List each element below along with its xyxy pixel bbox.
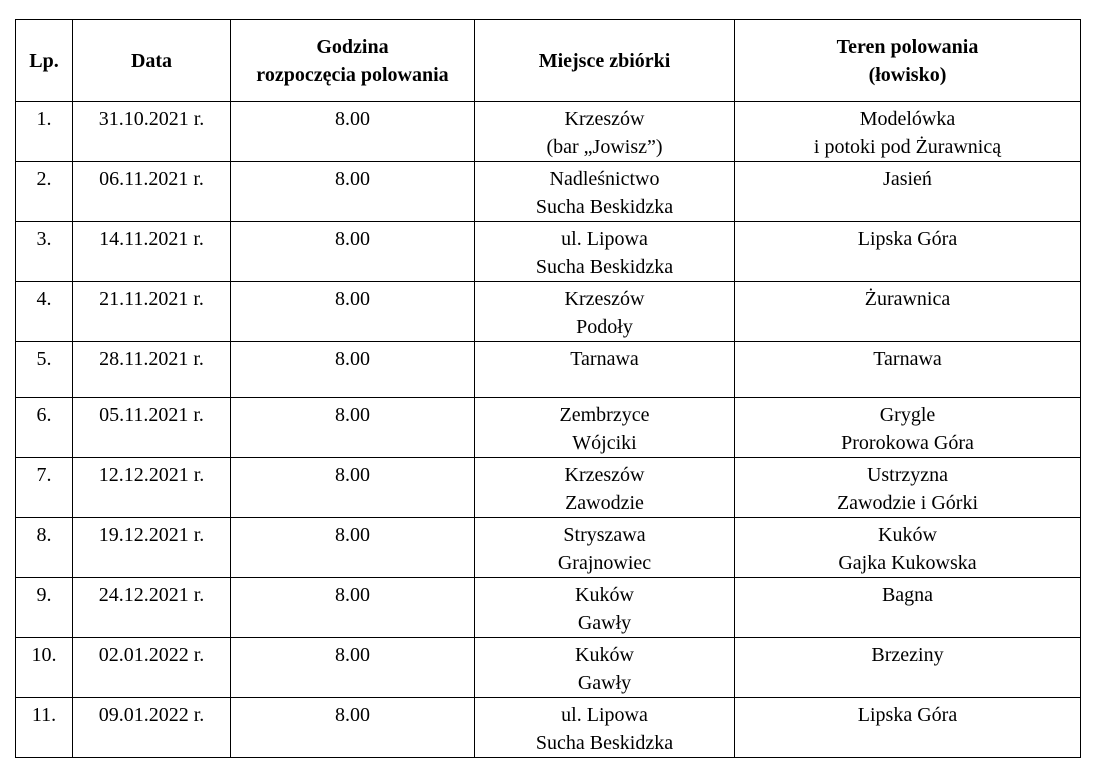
header-row — [16, 20, 1081, 102]
table-row — [16, 162, 1081, 222]
cell-meeting-place-line: Zawodzie — [565, 492, 644, 514]
table-row — [16, 342, 1081, 398]
cell-hunting-area-line: Tarnawa — [873, 348, 942, 370]
table-row — [16, 518, 1081, 578]
cell-hunting-area — [735, 102, 1081, 162]
cell-meeting-place — [475, 222, 735, 282]
header-start-time — [231, 20, 475, 102]
cell-start-time: 8.00 — [231, 398, 475, 458]
cell-meeting-place-line: Nadleśnictwo — [549, 168, 660, 190]
header-start-time-line: rozpoczęcia polowania — [256, 63, 449, 86]
table-row — [16, 222, 1081, 282]
cell-meeting-place-line: Zembrzyce — [559, 404, 650, 426]
table-row — [16, 458, 1081, 518]
cell-hunting-area — [735, 222, 1081, 282]
cell-meeting-place-line: Gawły — [577, 612, 632, 634]
cell-meeting-place-line: Podoły — [576, 316, 633, 338]
cell-start-time: 8.00 — [231, 282, 475, 342]
cell-hunting-area-line: Ustrzyzna — [866, 464, 949, 486]
cell-lp: 5. — [16, 342, 73, 398]
cell-date: 28.11.2021 r. — [73, 342, 231, 398]
cell-start-time: 8.00 — [231, 698, 475, 758]
cell-hunting-area — [735, 698, 1081, 758]
cell-lp: 1. — [16, 102, 73, 162]
cell-meeting-place — [475, 698, 735, 758]
cell-hunting-area — [735, 162, 1081, 222]
cell-start-time: 8.00 — [231, 638, 475, 698]
cell-date: 21.11.2021 r. — [73, 282, 231, 342]
table-row — [16, 282, 1081, 342]
cell-start-time: 8.00 — [231, 342, 475, 398]
cell-hunting-area-line: Gajka Kukowska — [838, 552, 977, 574]
cell-meeting-place-line: Krzeszów — [564, 288, 645, 310]
cell-meeting-place — [475, 638, 735, 698]
table-row — [16, 398, 1081, 458]
cell-meeting-place-line: Krzeszów — [564, 108, 645, 130]
header-date: Data — [73, 20, 231, 102]
cell-lp: 7. — [16, 458, 73, 518]
cell-hunting-area — [735, 638, 1081, 698]
cell-lp: 2. — [16, 162, 73, 222]
cell-meeting-place-line: Tarnawa — [570, 348, 639, 370]
cell-meeting-place — [475, 398, 735, 458]
cell-lp: 9. — [16, 578, 73, 638]
cell-start-time: 8.00 — [231, 102, 475, 162]
cell-date: 31.10.2021 r. — [73, 102, 231, 162]
cell-meeting-place-line: Wójciki — [572, 432, 637, 454]
cell-meeting-place-line: Kuków — [575, 644, 634, 666]
cell-meeting-place-line: Grajnowiec — [557, 552, 652, 574]
cell-hunting-area — [735, 342, 1081, 398]
cell-meeting-place-line: ul. Lipowa — [561, 228, 648, 250]
cell-hunting-area-line: Lipska Góra — [857, 704, 958, 726]
cell-lp: 10. — [16, 638, 73, 698]
cell-meeting-place — [475, 102, 735, 162]
cell-hunting-area — [735, 518, 1081, 578]
cell-hunting-area-line: Żurawnica — [864, 288, 951, 310]
header-hunting-area — [735, 20, 1081, 102]
cell-hunting-area-line: Grygle — [879, 404, 936, 426]
hunting-schedule-table — [15, 19, 1081, 758]
table-row — [16, 102, 1081, 162]
cell-hunting-area-line: Kuków — [878, 524, 937, 546]
cell-start-time: 8.00 — [231, 162, 475, 222]
header-meeting-place: Miejsce zbiórki — [475, 20, 735, 102]
cell-hunting-area — [735, 398, 1081, 458]
cell-date: 09.01.2022 r. — [73, 698, 231, 758]
cell-hunting-area-line: Lipska Góra — [857, 228, 958, 250]
cell-hunting-area — [735, 282, 1081, 342]
cell-meeting-place-line: Krzeszów — [564, 464, 645, 486]
cell-meeting-place — [475, 518, 735, 578]
cell-hunting-area-line: Bagna — [881, 584, 934, 606]
cell-hunting-area-line: Brzeziny — [871, 644, 944, 666]
cell-meeting-place — [475, 162, 735, 222]
cell-hunting-area — [735, 578, 1081, 638]
cell-meeting-place — [475, 458, 735, 518]
header-hunting-area-line: (łowisko) — [868, 63, 947, 86]
header-start-time-line: Godzina — [316, 35, 389, 58]
cell-hunting-area-line: Modelówka — [859, 108, 956, 130]
cell-hunting-area — [735, 458, 1081, 518]
cell-date: 19.12.2021 r. — [73, 518, 231, 578]
cell-start-time: 8.00 — [231, 578, 475, 638]
table-header — [16, 20, 1081, 102]
cell-meeting-place — [475, 578, 735, 638]
cell-hunting-area-line: Prorokowa Góra — [841, 432, 974, 454]
cell-lp: 3. — [16, 222, 73, 282]
cell-meeting-place — [475, 342, 735, 398]
cell-date: 06.11.2021 r. — [73, 162, 231, 222]
cell-meeting-place-line: Sucha Beskidzka — [535, 732, 674, 754]
cell-meeting-place-line: Kuków — [575, 584, 634, 606]
cell-lp: 11. — [16, 698, 73, 758]
cell-start-time: 8.00 — [231, 518, 475, 578]
cell-hunting-area-line: Zawodzie i Górki — [836, 492, 979, 514]
header-lp: Lp. — [16, 20, 73, 102]
header-hunting-area-line: Teren polowania — [836, 35, 979, 58]
cell-meeting-place-line: ul. Lipowa — [561, 704, 648, 726]
cell-date: 02.01.2022 r. — [73, 638, 231, 698]
cell-date: 14.11.2021 r. — [73, 222, 231, 282]
cell-lp: 6. — [16, 398, 73, 458]
cell-lp: 4. — [16, 282, 73, 342]
table-row — [16, 698, 1081, 758]
table-row — [16, 638, 1081, 698]
cell-meeting-place-line: Sucha Beskidzka — [535, 196, 674, 218]
cell-meeting-place-line: (bar „Jowisz”) — [546, 136, 663, 158]
cell-date: 05.11.2021 r. — [73, 398, 231, 458]
cell-start-time: 8.00 — [231, 458, 475, 518]
cell-start-time: 8.00 — [231, 222, 475, 282]
cell-meeting-place — [475, 282, 735, 342]
cell-hunting-area-line: Jasień — [883, 168, 932, 190]
cell-hunting-area-line: i potoki pod Żurawnicą — [813, 136, 1002, 158]
cell-meeting-place-line: Sucha Beskidzka — [535, 256, 674, 278]
cell-lp: 8. — [16, 518, 73, 578]
table-row — [16, 578, 1081, 638]
table-body — [16, 102, 1081, 758]
cell-meeting-place-line: Stryszawa — [563, 524, 646, 546]
cell-meeting-place-line: Gawły — [577, 672, 632, 694]
cell-date: 24.12.2021 r. — [73, 578, 231, 638]
cell-date: 12.12.2021 r. — [73, 458, 231, 518]
